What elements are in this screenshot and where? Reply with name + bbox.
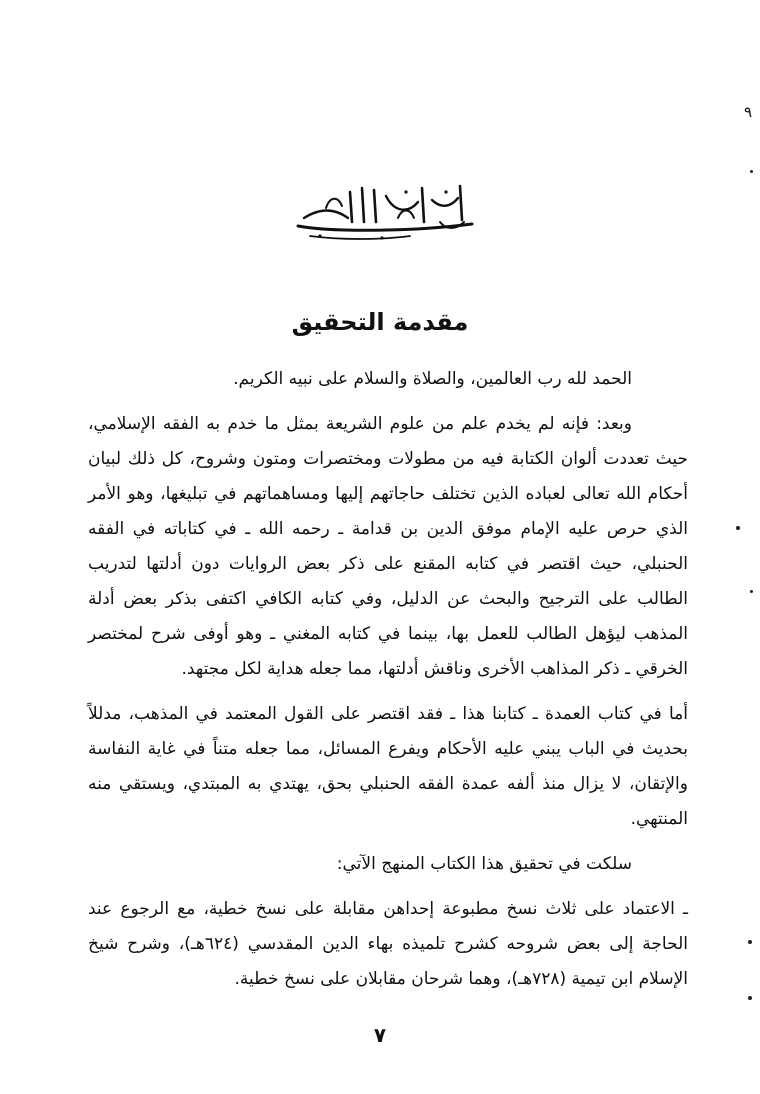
page-title: مقدمة التحقيق	[291, 308, 469, 336]
corner-mark: ٩	[744, 103, 753, 121]
margin-mark	[748, 940, 752, 944]
basmala-calligraphy	[290, 178, 480, 244]
margin-mark	[736, 526, 740, 530]
paragraph: الحمد لله رب العالمين، والصلاة والسلام على نبيه الكريم.	[233, 369, 632, 389]
paragraph: وبعد: فإنه لم يخدم علم من علوم الشريعة بمثل ما خدم به الفقه الإسلامي، حيث تعددت ألوان الكتابة فيه من مطولات ومختصرات ومتون وشروح، كل ذلك لبيان أحكام الله تعالى لعباده الذين تختلف حاجاتهم إليها ومساهماتهم في تبليغها، وهو الأمر الذي حرص عليه الإمام موفق الدين بن قدامة ـ رحمه الله ـ في كتاباته في الفقه الحنبلي، حيث اقتصر في كتابه المقنع على ذكر بعض الروايات دون أدلتها لتدريب الطالب على الترجيح والبحث عن الدليل، وفي كتابه الكافي اكتفى بذكر بعض أدلة المذهب ليؤهل الطالب للعمل بها، بينما في كتابه المغني ـ وهو أوفى شرح لمختصر الخرقي ـ ذكر المذاهب الأخرى وناقش أدلتها، مما جعله هداية لكل مجتهد.	[88, 414, 688, 679]
paragraph: سلكت في تحقيق هذا الكتاب المنهج الآتي:	[336, 854, 632, 874]
paragraph: ـ الاعتماد على ثلاث نسخ مطبوعة إحداهن مقابلة على نسخ خطية، مع الرجوع عند الحاجة إلى بعض شروحه كشرح تلميذه بهاء الدين المقدسي (٦٢٤هـ)، وشرح شيخ الإسلام ابن تيمية (٧٢٨هـ)، وهما شرحان مقابلان على نسخ خطية.	[88, 899, 688, 989]
margin-mark	[748, 996, 752, 1000]
paragraph: أما في كتاب العمدة ـ كتابنا هذا ـ فقد اقتصر على القول المعتمد في المذهب، مدللاً بحديث في الباب يبني عليه الأحكام ويفرع المسائل، مما جعله متناً في غاية النفاسة والإتقان، لا يزال منذ ألفه عمدة الفقه الحنبلي بحق، يهتدي به المبتدي، ويستقي منه المنتهي.	[88, 704, 688, 829]
page-number: ٧	[373, 1023, 387, 1047]
basmala-calligraphy-image	[290, 178, 480, 244]
main-text	[88, 362, 688, 997]
margin-mark	[750, 590, 753, 593]
margin-mark	[750, 170, 753, 173]
